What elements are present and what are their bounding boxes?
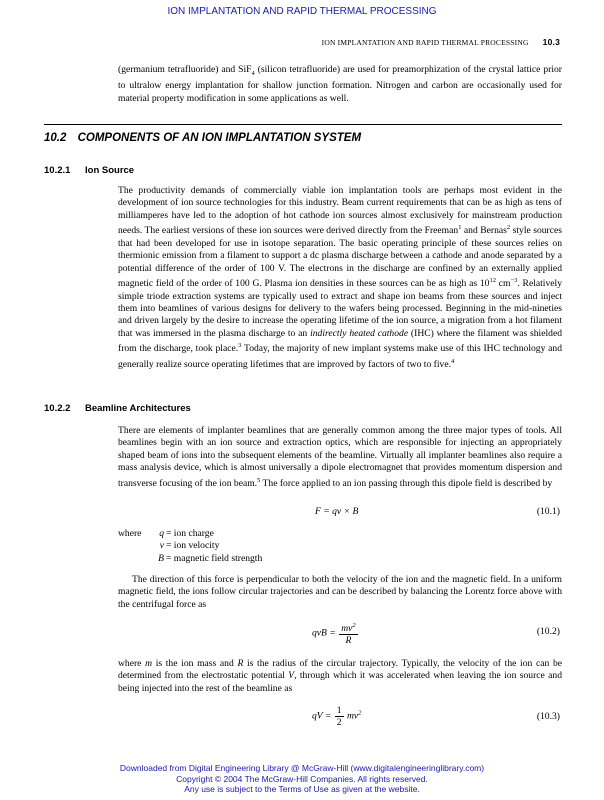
top-banner: ION IMPLANTATION AND RAPID THERMAL PROCESSING xyxy=(167,6,437,17)
section-title: COMPONENTS OF AN ION IMPLANTATION SYSTEM xyxy=(77,132,362,144)
paragraph-velocity: where m is the ion mass and R is the radius of the circular trajectory. Typically, the velocity of the ion can be determined from the electrostatic potential V, through which it was accelerated when leaving the ion source and being injected into the rest of the beamline as xyxy=(118,658,562,694)
subsection-heading-beamline xyxy=(44,403,191,414)
paragraph-lorentz: The direction of this force is perpendicular to both the velocity of the ion and the magnetic field. In a uniform magnetic field, the ions follow circular trajectories and can be described by balancing the Lorentz force above with the centrifugal force as xyxy=(118,574,562,610)
footer-line-3: Any use is subject to the Terms of Use as given at the website. xyxy=(184,784,420,794)
subsection-title: Ion Source xyxy=(85,165,135,176)
footer-line-2: Copyright © 2004 The McGraw-Hill Companies. All rights reserved. xyxy=(176,773,428,784)
continuation-paragraph: (germanium tetrafluoride) and SiF$_4$ (silicon tetrafluoride) are used for preamorphization of the crystal lattice prior to ultralow energy implantation for shallow junction formation. Nitrogen and carbon are occasionally used for material property modification in some applications as well. xyxy=(118,64,563,104)
running-head-title: ION IMPLANTATION AND RAPID THERMAL PROCESSING xyxy=(321,38,529,47)
equation-number-10-2: (10.2) xyxy=(536,626,560,637)
section-rule xyxy=(44,124,562,125)
download-footer xyxy=(0,763,604,795)
equation-number-10-1: (10.1) xyxy=(536,506,560,517)
section-heading xyxy=(44,132,361,144)
subsection-heading-ion-source xyxy=(44,165,134,176)
running-head xyxy=(322,37,560,47)
equation-10-2: qvB = $\frac{mv^2}{R}$ xyxy=(312,622,356,647)
equation-number-10-3: (10.3) xyxy=(536,711,560,722)
subsection-number: 10.2.2 xyxy=(44,403,71,414)
section-number: 10.2 xyxy=(44,132,67,144)
subsection-title: Beamline Architectures xyxy=(85,403,191,414)
footer-line-1[interactable]: Downloaded from Digital Engineering Library @ McGraw-Hill (www.digitalengineeringlibrary.com) xyxy=(119,763,485,773)
variable-definitions xyxy=(118,528,262,565)
equation-10-3: qV = $\frac{1}{2}$ $mv^2$ xyxy=(312,705,362,728)
subsection-number: 10.2.1 xyxy=(44,165,71,176)
paragraph-beamline: There are elements of implanter beamlines that are generally common among the three major types of tools. All beamlines begin with an ion source and extraction optics, which are responsible for injecting an appropriately shaped beam of ions into the subsequent elements of the beamline. Virtually all implanter beamlines also require a mass analysis device, which is almost universally a dipole electromagnet that provides momentum dispersion and transverse focusing of the ion beam.$^5$ The force applied to an ion passing through this dipole field is described by xyxy=(118,425,562,489)
page-number: 10.3 xyxy=(542,37,560,47)
definition-row: v = ion velocity xyxy=(159,540,220,552)
equation-10-1: F = qv × B xyxy=(315,506,359,517)
definition-row: B = magnetic field strength xyxy=(158,552,263,564)
paragraph-ion-source: The productivity demands of commercially viable ion implantation tools are perhaps most evident in the development of ion source technologies for this industry. Beam current requirements that can be as high as tens of milliamperes have led to the adoption of hot cathode ion sources almost exclusively for mainstream production needs. The earliest versions of these ion sources were derived directly from the Freeman$^1$ and Bernas$^2$ style sources that had been developed for use in isotope separation. The basic operating principle of these sources relies on thermionic emission from a filament to support a dc plasma discharge between a cathode and anode separated by a potential difference of the order of 100 V. The electrons in the discharge are confined by an externally applied magnetic field of the order of 100 G. Plasma ion densities in these sources can be as high as $10^{12}$ $cm^{-3}$. Relatively simple triode extraction systems are typically used to extract and shape ion beams from these sources and inject them into beamlines of various designs for delivery to the wafers being processed. Beginning in the mid-nineties and driven largely by the desire to increase the operating lifetime of the ion source, a migration from a hot filament that was immersed in the plasma discharge to an indirectly heated cathode (IHC) where the filament was shielded from the discharge, took place.$^3$ Today, the majority of new implant systems make use of this IHC technology and generally realize source operating lifetimes that are improved by factors of two to five.$^4$ xyxy=(118,185,563,371)
definition-row: where q = ion charge xyxy=(118,528,214,539)
